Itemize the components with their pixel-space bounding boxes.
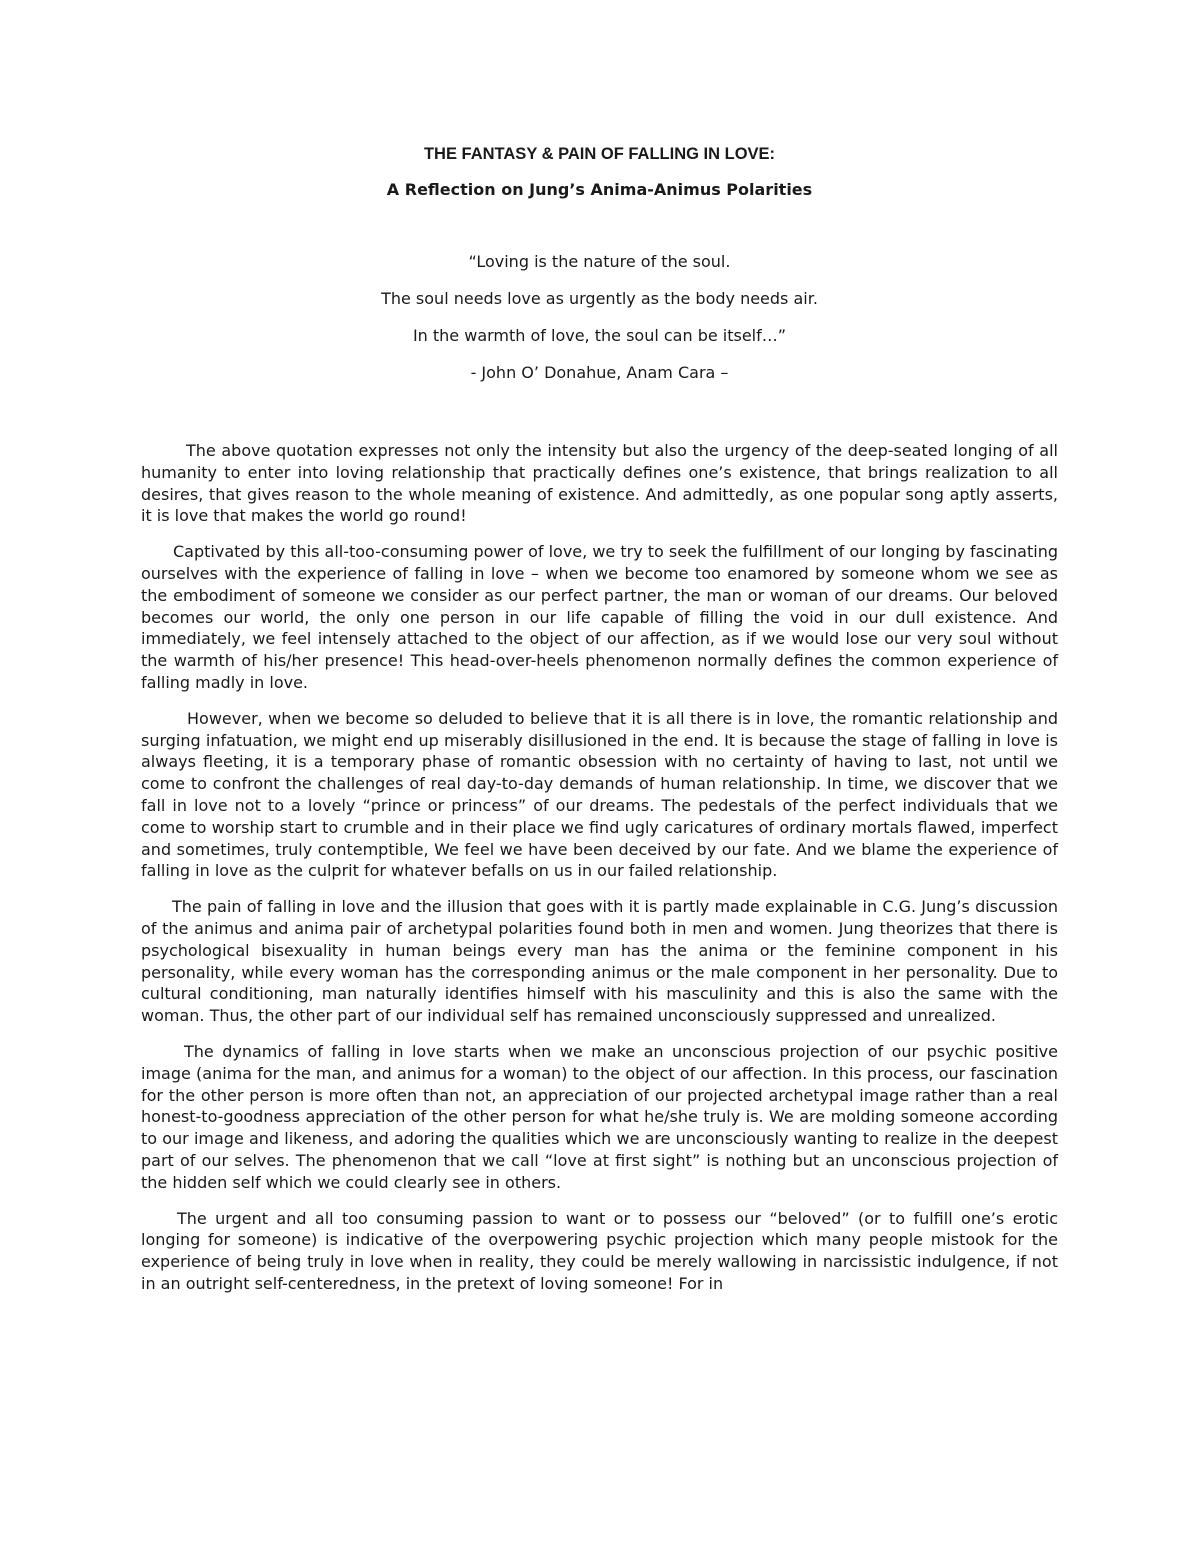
quote-attribution: - John O’ Donahue, Anam Cara –: [470, 363, 729, 382]
paragraph: Captivated by this all-too-consuming power of love, we try to seek the fulfillment of our longing by fascinating ourselves with the experience of falling in love – when we become too enamored by someone whom we see as the embodiment of someone we consider as our perfect partner, the man or woman of our dreams. Our beloved becomes our world, the only one person in our life capable of filling the void in our dull existence. And immediately, we feel intensely attached to the object of our affection, as if we would lose our very soul without the warmth of his/her presence! This head-over-heels phenomenon normally defines the common experience of falling madly in love.: [141, 542, 1058, 692]
paragraph: The urgent and all too consuming passion to want or to possess our “beloved” (or to fulfill one’s erotic longing for someone) is indicative of the overpowering psychic projection which many people mistook for the experience of being truly in love when in reality, they could be merely wallowing in narcissistic indulgence, if not in an outright self-centeredness, in the pretext of loving someone! For in: [141, 1208, 1058, 1293]
paragraph: The pain of falling in love and the illusion that goes with it is partly made explainable in C.G. Jung’s discussion of the animus and anima pair of archetypal polarities found both in men and women. Jung theorizes that there is psychological bisexuality in human beings every man has the anima or the feminine component in his personality, while every woman has the corresponding animus or the male component in her personality. Due to cultural conditioning, man naturally identifies himself with his masculinity and this is also the same with the woman. Thus, the other part of our individual self has remained unconsciously suppressed and unrealized.: [141, 897, 1058, 1026]
document-title: THE FANTASY & PAIN OF FALLING IN LOVE:: [423, 145, 776, 163]
quote-line: The soul needs love as urgently as the body needs air.: [381, 289, 818, 308]
paragraph: The above quotation expresses not only the intensity but also the urgency of the deep-seated longing of all humanity to enter into loving relationship that practically defines one’s existence, that brings realization to all desires, that gives reason to the whole meaning of existence. And admittedly, as one popular song aptly asserts, it is love that makes the world go round!: [141, 441, 1058, 526]
document-page: [141, 143, 1058, 1309]
quote-line: “Loving is the nature of the soul.: [468, 252, 731, 271]
document-subtitle: A Reflection on Jung’s Anima-Animus Polarities: [386, 180, 813, 199]
paragraph: The dynamics of falling in love starts when we make an unconscious projection of our psychic positive image (anima for the man, and animus for a woman) to the object of our affection. In this process, our fascination for the other person is more often than not, an appreciation of our projected archetypal image rather than a real honest-to-goodness appreciation of the other person for what he/she truly is. We are molding someone according to our image and likeness, and adoring the qualities which we are unconsciously wanting to realize in the deepest part of our selves. The phenomenon that we call “love at first sight” is nothing but an unconscious projection of the hidden self which we could clearly see in others.: [141, 1041, 1058, 1192]
epigraph-quote: [141, 251, 1058, 384]
paragraph: However, when we become so deluded to believe that it is all there is in love, the romantic relationship and surging infatuation, we might end up miserably disillusioned in the end. It is because the stage of falling in love is always fleeting, it is a temporary phase of romantic obsession with no certainty of having to last, not until we come to confront the challenges of real day-to-day demands of human relationship. In time, we discover that we fall in love not to a lovely “prince or princess” of our dreams. The pedestals of the perfect individuals that we come to worship start to crumble and in their place we find ugly caricatures of ordinary mortals flawed, imperfect and sometimes, truly contemptible, We feel we have been deceived by our fate. And we blame the experience of falling in love as the culprit for whatever befalls on us in our failed relationship.: [141, 708, 1058, 881]
quote-line: In the warmth of love, the soul can be itself…”: [412, 326, 787, 345]
body-text: [141, 440, 1058, 1295]
